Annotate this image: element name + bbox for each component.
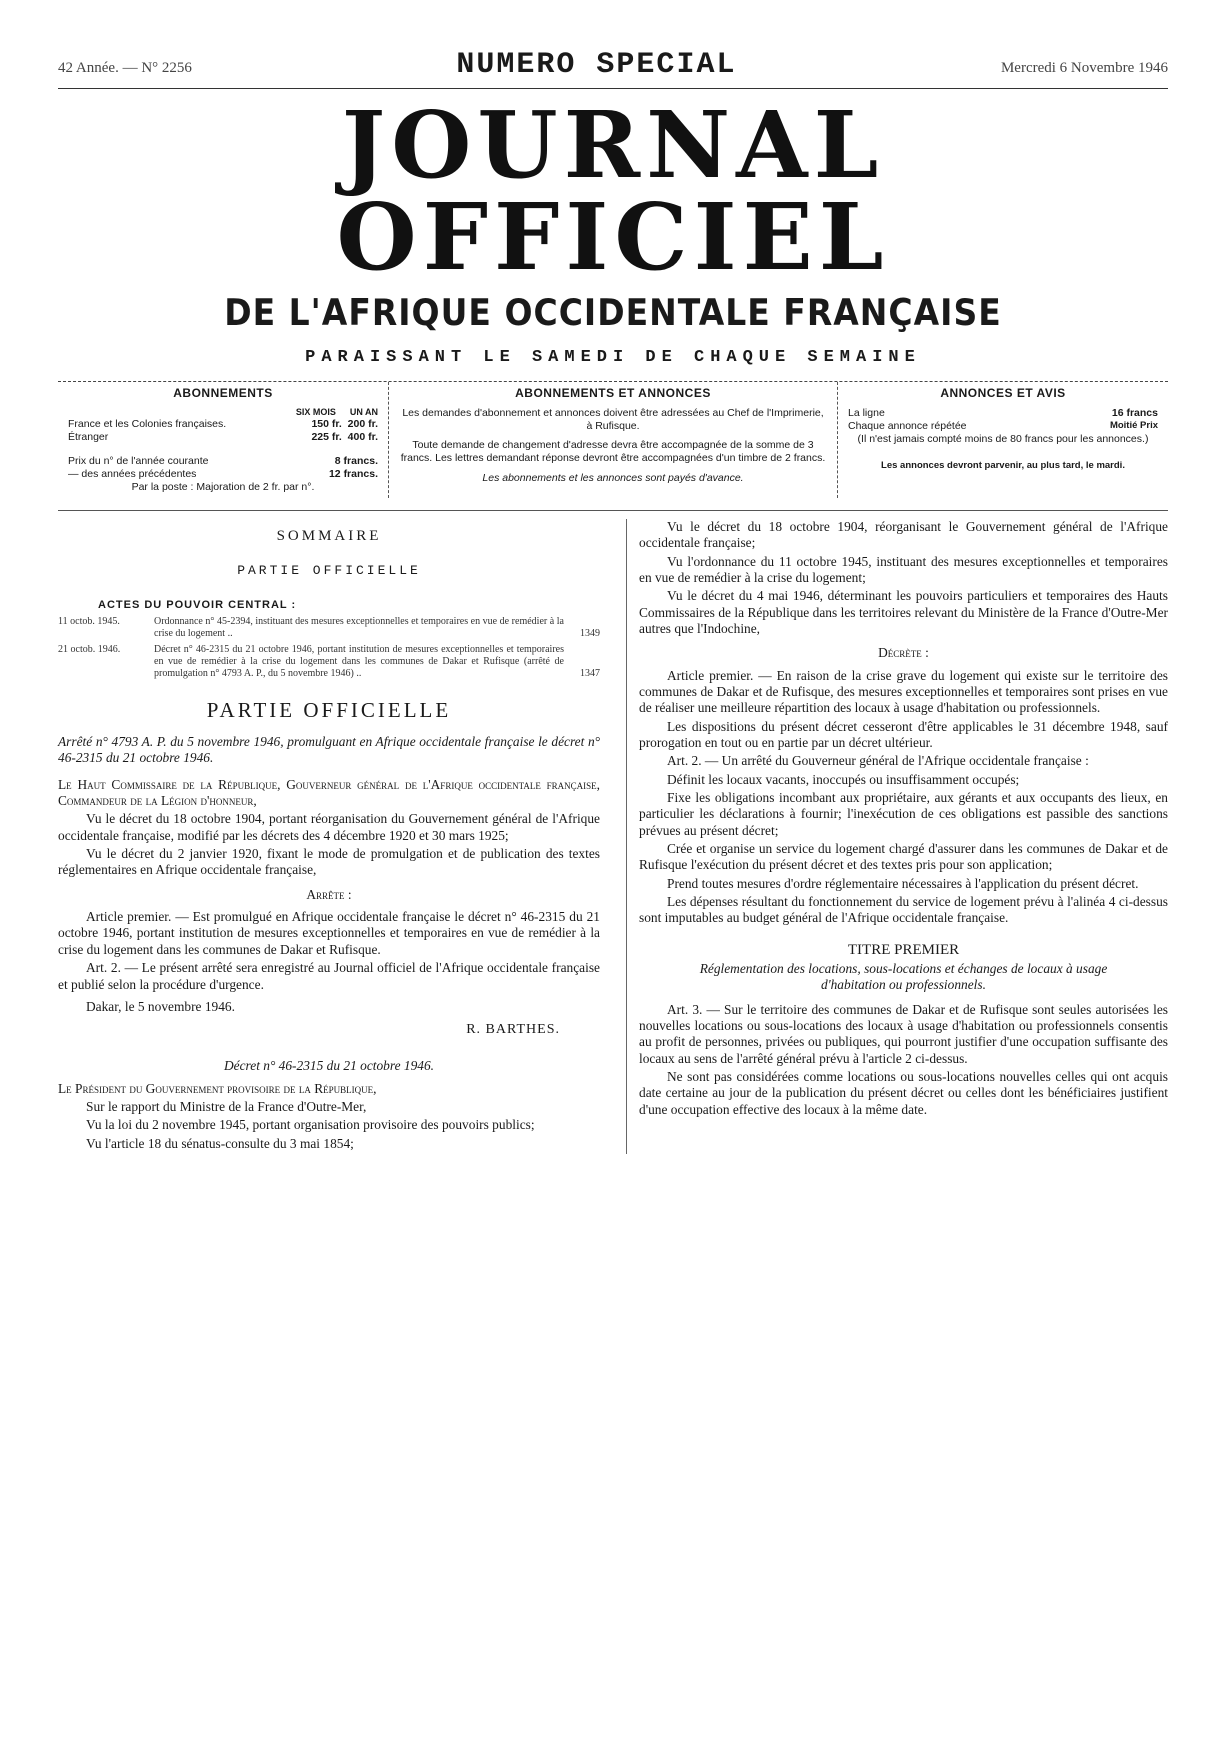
issue-number: 42 Année. — N° 2256 xyxy=(58,60,192,76)
price-value: 12 francs. xyxy=(328,467,378,480)
titre-premier: TITRE PREMIER xyxy=(847,941,960,958)
vu-paragraph: Vu le décret du 2 janvier 1920, fixant le mode de promulgation et de publication des textes réglementaires en Afrique occidentale française, xyxy=(58,846,600,878)
vu-paragraph: Vu le décret du 4 mai 1946, déterminant les pouvoirs particuliers et temporaires des Hauts Commissaires de la République dans les territoires relevant du Ministère de la France d'Outre-Mer autres que l'Indochine, xyxy=(639,588,1168,636)
main-columns xyxy=(58,510,1168,1154)
one-year-header: UN AN xyxy=(349,407,378,417)
right-column xyxy=(626,519,1168,1154)
price-value: 8 francs. xyxy=(334,454,378,467)
actes-heading: ACTES DU POUVOIR CENTRAL : xyxy=(98,599,297,612)
rate-year: 400 fr. xyxy=(347,431,378,444)
rate-row xyxy=(68,431,378,444)
article-1-paragraph: Les dispositions du présent décret cesseront d'être applicables le 31 décembre 1948, sauf prorogation en tout ou en partie par un décret ultérieur. xyxy=(639,718,1168,750)
rate-six: 150 fr. xyxy=(311,418,342,431)
article-2-item: Les dépenses résultant du fonctionnement du service de logement prévu à l'alinéa 4 ci-dessus sont imputables au budget général de l'Afrique occidentale française. xyxy=(639,894,1168,926)
annonces-address: Les demandes d'abonnement et annonces doivent être adressées au Chef de l'Imprimerie, à Rufisque. xyxy=(402,407,824,433)
vu-paragraph: Vu le décret du 18 octobre 1904, portant réorganisation du Gouvernement général de l'Afrique occidentale française, modifié par les décrets des 4 décembre 1920 et 30 mars 1925; xyxy=(58,811,600,843)
decrete-heading: Décrète : xyxy=(878,645,929,661)
article-3: Art. 3. — Sur le territoire des communes de Dakar et de Rufisque sont seules autorisées les nouvelles locations ou sous-locations des locaux à usage d'habitation ou professionnels consentis au profit de personnes, privées ou publiques, qui pourront justifier d'une occupation suffisante des locaux au sens de l'arrêté général prévu à l'article 2 ci-dessus. xyxy=(639,1001,1168,1066)
partie-officielle-heading: PARTIE OFFICIELLE xyxy=(206,698,452,723)
avis-column xyxy=(838,382,1168,498)
article-2-item: Prend toutes mesures d'ordre réglementaire nécessaires à l'application du présent décret. xyxy=(667,875,1139,891)
avis-label: La ligne xyxy=(848,407,885,419)
vu-paragraph: Vu l'ordonnance du 11 octobre 1945, instituant des mesures exceptionnelles et temporaires en vue de remédier à la crise du logement; xyxy=(639,553,1168,585)
price-label: — des années précédentes xyxy=(68,467,197,480)
annonces-column xyxy=(388,382,838,498)
rate-row xyxy=(68,418,378,431)
avis-minimum-note: (Il n'est jamais compté moins de 80 francs pour les annonces.) xyxy=(857,433,1149,446)
avis-value: 16 francs xyxy=(1111,407,1158,419)
period-headers xyxy=(68,407,378,418)
avis-deadline: Les annonces devront parvenir, au plus tard, le mardi. xyxy=(881,460,1125,472)
article-2: Art. 2. — Le présent arrêté sera enregistré au Journal officiel de l'Afrique occidentale française et publié selon la procédure d'urgence. xyxy=(58,960,600,992)
article-2-item: Crée et organise un service du logement chargé d'assurer dans les communes de Dakar et de Rufisque l'exécution du présent décret et des textes pris pour son application; xyxy=(639,841,1168,873)
avis-label: Chaque annonce répétée xyxy=(848,420,967,433)
masthead-subtitle: DE L'AFRIQUE OCCIDENTALE FRANÇAISE xyxy=(224,291,1002,334)
publication-frequency: PARAISSANT LE SAMEDI DE CHAQUE SEMAINE xyxy=(305,348,921,367)
president: Le Président du Gouvernement provisoire de la République, xyxy=(58,1080,377,1096)
haut-commissaire: Le Haut Commissaire de la République, Gouverneur général de l'Afrique occidentale française, Commandeur de la Légion d'honneur, xyxy=(58,776,600,809)
toc-entry xyxy=(58,644,600,680)
rate-year: 200 fr. xyxy=(347,418,378,431)
article-2: Art. 2. — Un arrêté du Gouverneur général de l'Afrique occidentale française : xyxy=(667,753,1089,769)
top-rule xyxy=(58,88,1168,89)
top-line xyxy=(58,48,1168,82)
annonces-payment: Les abonnements et les annonces sont payés d'avance. xyxy=(482,471,744,484)
article-1: Article premier. — Est promulgué en Afrique occidentale française le décret n° 46-2315 du 21 octobre 1946, portant institution de mesures exceptionnelles et temporaires en vue de remédier à la crise du logement dans les communes de Dakar et Rufisque. xyxy=(58,909,600,957)
left-column xyxy=(58,519,600,1154)
masthead-title: JOURNAL OFFICIEL xyxy=(336,91,890,291)
issue-date: Mercredi 6 Novembre 1946 xyxy=(1000,60,1168,76)
article-2-item: Définit les locaux vacants, inoccupés ou insuffisamment occupés; xyxy=(667,771,1020,787)
toc-page: 1347 xyxy=(580,668,600,680)
abonnements-column xyxy=(58,382,388,498)
rate-label: France et les Colonies françaises. xyxy=(68,418,227,431)
rate-label: Étranger xyxy=(68,431,109,444)
price-row xyxy=(68,455,378,468)
six-months-header: SIX MOIS xyxy=(295,407,336,417)
avis-row xyxy=(848,420,1158,433)
toc-entry xyxy=(58,616,600,640)
sommaire-partie: PARTIE OFFICIELLE xyxy=(237,563,421,579)
price-row xyxy=(68,468,378,481)
journal-page xyxy=(58,48,1168,1154)
article-2-item: Fixe les obligations incombant aux propriétaire, aux gérants et aux occupants des lieux, en particulier les déclarations à fournir; l'inexécution de ces obligations est passible des sanctions prévues au présent décret; xyxy=(639,790,1168,838)
toc-text: Ordonnance n° 45-2394, instituant des mesures exceptionnelles et temporaires en vue de remédier à la crise du logement .. xyxy=(154,616,564,640)
price-label: Prix du n° de l'année courante xyxy=(68,454,209,467)
arrete-title: Arrêté n° 4793 A. P. du 5 novembre 1946, promulguant en Afrique occidentale française le décret n° 46-2315 du 21 octobre 1946. xyxy=(58,734,600,766)
decret-title: Décret n° 46-2315 du 21 octobre 1946. xyxy=(223,1058,435,1074)
place-date: Dakar, le 5 novembre 1946. xyxy=(86,998,235,1014)
avis-row xyxy=(848,407,1158,420)
avis-value: Moitié Prix xyxy=(1109,420,1158,432)
titre-subtitle: Réglementation des locations, sous-locations et échanges de locaux à usage d'habitation ou professionnels. xyxy=(699,961,1108,993)
sur-rapport: Sur le rapport du Ministre de la France d'Outre-Mer, xyxy=(86,1098,367,1114)
sommaire-heading: SOMMAIRE xyxy=(276,527,382,544)
article-1: Article premier. — En raison de la crise grave du logement qui existe sur le territoire des communes de Dakar et de Rufisque, des mesures exceptionnelles et temporaires sont prises en vue de réaliser une meilleure répartition des locaux à usage d'habitation ou professionnels. xyxy=(639,667,1168,716)
avis-heading: ANNONCES ET AVIS xyxy=(940,386,1066,400)
vu-paragraph: Vu la loi du 2 novembre 1945, portant organisation provisoire des pouvoirs publics; xyxy=(86,1117,535,1133)
article-3-paragraph: Ne sont pas considérées comme locations ou sous-locations nouvelles celles qui ont acquis date certaine au jour de la publication du présent décret ou celles dont les bénéficiaires justifient d'une occupation effective des locaux à la même date. xyxy=(639,1069,1168,1117)
toc-text: Décret n° 46-2315 du 21 octobre 1946, portant institution de mesures exceptionnelles et temporaires en vue de remédier à la crise du logement dans les communes de Dakar et Rufisque (arrêté de promulgation n° 4793 A. P., du 5 novembre 1946) .. xyxy=(154,644,564,680)
abonnements-heading: ABONNEMENTS xyxy=(173,386,273,400)
annonces-change-address: Toute demande de changement d'adresse devra être accompagnée de la somme de 3 francs. Les lettres demandant réponse devront être accompagnées d'un timbre de 2 francs. xyxy=(400,439,826,465)
toc-page: 1349 xyxy=(580,628,600,640)
vu-paragraph: Vu l'article 18 du sénatus-consulte du 3 mai 1854; xyxy=(86,1135,354,1151)
postage-note: Par la poste : Majoration de 2 fr. par n°. xyxy=(131,480,315,493)
signature: R. BARTHES. xyxy=(466,1022,560,1038)
subscription-box xyxy=(58,381,1168,498)
rate-six: 225 fr. xyxy=(311,431,342,444)
toc-date: 21 octob. 1946. xyxy=(58,644,121,656)
special-number-label: NUMERO SPECIAL xyxy=(456,48,737,82)
arrete-heading: Arrête : xyxy=(306,886,352,902)
vu-paragraph: Vu le décret du 18 octobre 1904, réorganisant le Gouvernement général de l'Afrique occidentale française; xyxy=(639,518,1168,551)
annonces-heading: ABONNEMENTS ET ANNONCES xyxy=(515,386,711,400)
toc-date: 11 octob. 1945. xyxy=(58,616,120,628)
